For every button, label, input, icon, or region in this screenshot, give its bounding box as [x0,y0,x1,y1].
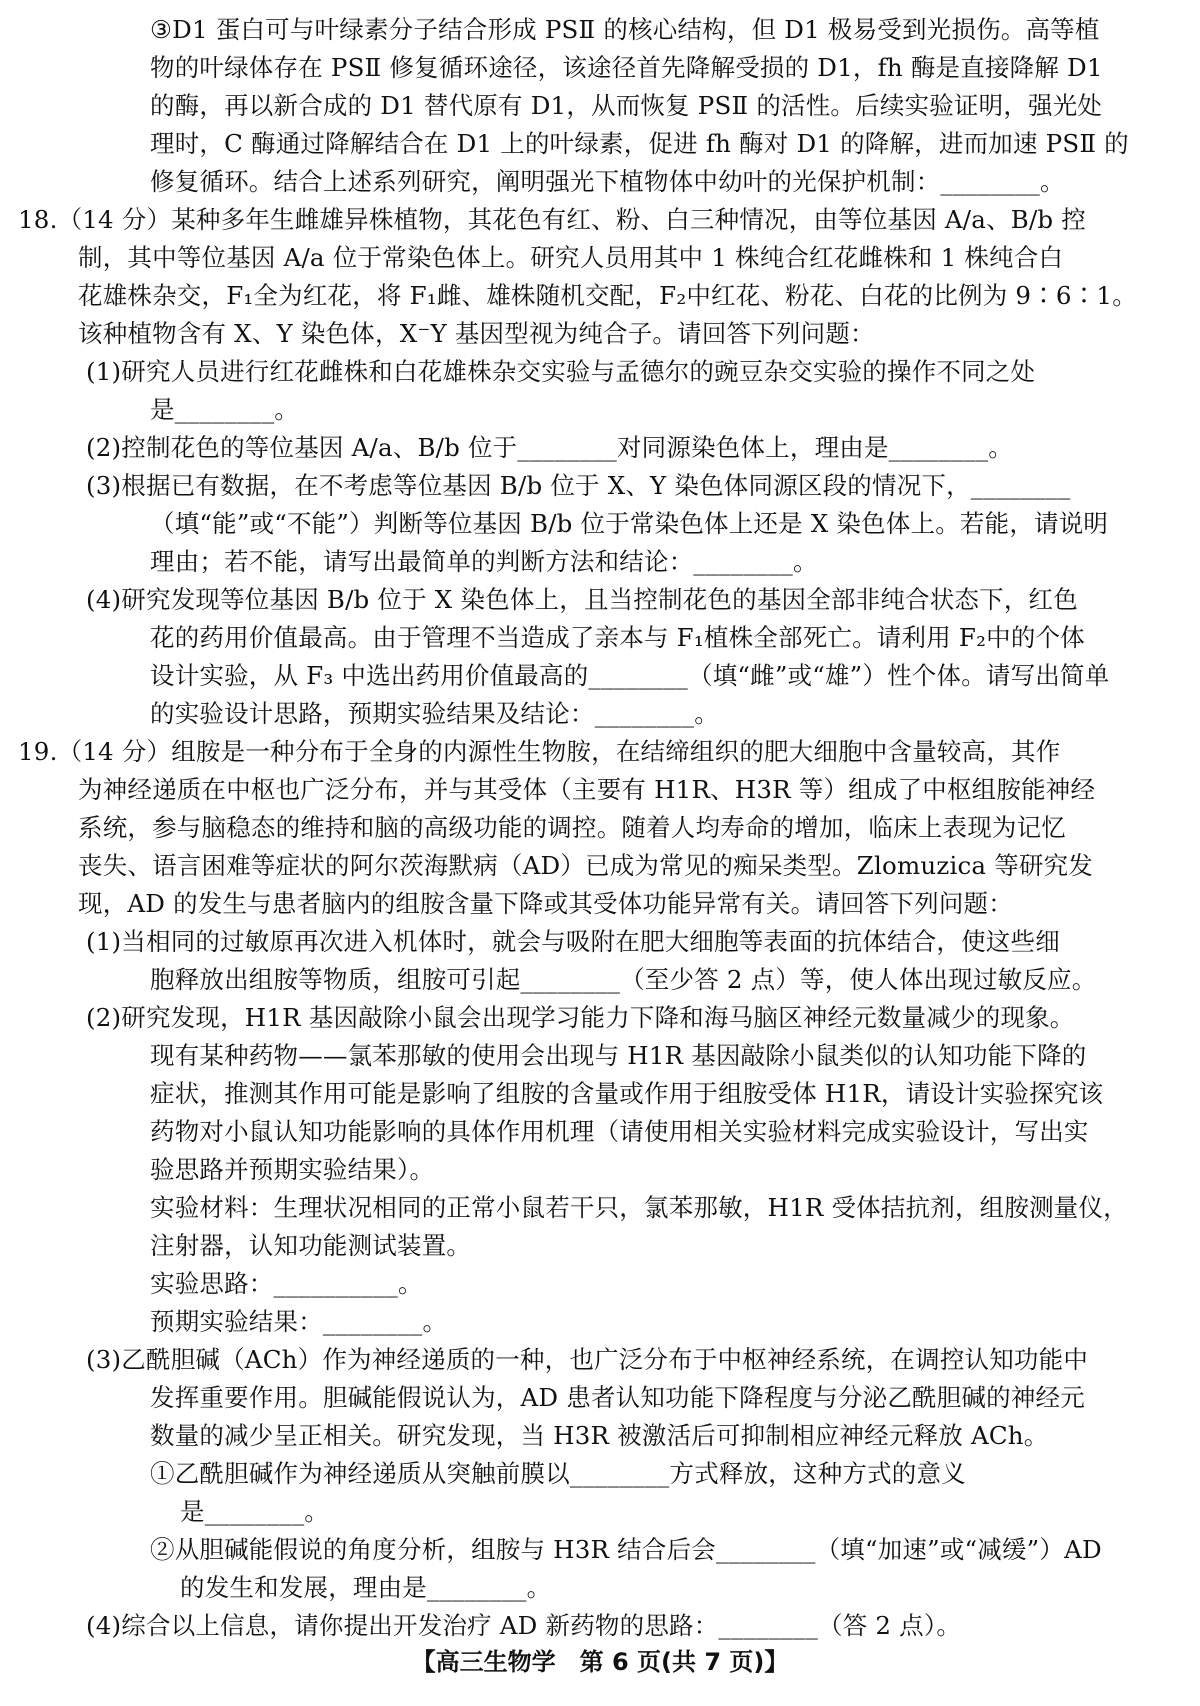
q18-stem-line-2: 制，其中等位基因 A/a 位于常染色体上。研究人员用其中 1 株纯合红花雌株和 1 株纯合白 [78,243,1064,272]
q19-3-sub1-line-1: ①乙酰胆碱作为神经递质从突触前膜以________方式释放，这种方式的意义 [150,1459,966,1488]
q19-2-materials-line-1: 实验材料：生理状况相同的正常小鼠若干只，氯苯那敏，H1R 受体拮抗剂，组胺测量仪， [150,1193,1128,1222]
q18-4-line-4: 的实验设计思路，预期实验结果及结论：________。 [150,699,719,728]
q18-4-line-1: (4)研究发现等位基因 B/b 位于 X 染色体上，且当控制花色的基因全部非纯合状态下，红色 [86,585,1078,614]
q18-3-line-1: (3)根据已有数据，在不考虑等位基因 B/b 位于 X、Y 染色体同源区段的情况下，________ [86,471,1071,500]
q18-3-line-3: 理由；若不能，请写出最简单的判断方法和结论：________。 [150,547,818,576]
q18-4-line-2: 花的药用价值最高。由于管理不当造成了亲本与 F₁植株全部死亡。请利用 F₂中的个体 [150,623,1085,652]
q19-2-result-line: 预期实验结果：________。 [150,1307,448,1336]
q17-3-line-5: 修复循环。结合上述系列研究，阐明强光下植物体中幼叶的光保护机制：________。 [150,167,1065,196]
q19-3-sub1-line-2: 是________。 [180,1497,329,1526]
q19-3-sub2-line-1: ②从胆碱能假说的角度分析，组胺与 H3R 结合后会________（填“加速”或“减缓”）AD [150,1535,1102,1564]
page-footer: 【高三生物学 第 6 页(共 7 页)】 [411,1648,789,1676]
q18-4-line-3: 设计实验，从 F₃ 中选出药用价值最高的________（填“雌”或“雄”）性个体。请写出简单 [150,661,1110,690]
q17-3-line-2: 物的叶绿体存在 PSⅡ 修复循环途径，该途径首先降解受损的 D1，fh 酶是直接降解 D1 [150,53,1103,82]
q17-3-line-3: 的酶，再以新合成的 D1 替代原有 D1，从而恢复 PSⅡ 的活性。后续实验证明，强光处 [150,91,1103,120]
q19-2-idea-line: 实验思路：__________。 [150,1269,423,1298]
q19-stem-line-5: 现，AD 的发生与患者脑内的组胺含量下降或其受体功能异常有关。请回答下列问题： [78,889,1013,918]
q19-2-materials-line-2: 注射器，认知功能测试装置。 [150,1231,472,1260]
q19-2-line-3: 症状，推测其作用可能是影响了组胺的含量或作用于组胺受体 H1R，请设计实验探究该 [150,1079,1104,1108]
q18-stem-line-1: 18.（14 分）某种多年生雌雄异株植物，其花色有红、粉、白三种情况，由等位基因 A/a、B/b 控 [18,205,1086,234]
q19-stem-line-3: 系统，参与脑稳态的维持和脑的高级功能的调控。随着人均寿命的增加，临床上表现为记忆 [78,813,1066,842]
q18-3-line-2: （填“能”或“不能”）判断等位基因 B/b 位于常染色体上还是 X 染色体上。若能，请说明 [150,509,1109,538]
q17-3-line-4: 理时，C 酶通过降解结合在 D1 上的叶绿素，促进 fh 酶对 D1 的降解，进而加速 PSⅡ 的 [150,129,1129,158]
q19-3-line-3: 数量的减少呈正相关。研究发现，当 H3R 被激活后可抑制相应神经元释放 ACh。 [150,1421,1049,1450]
q19-2-line-1: (2)研究发现，H1R 基因敲除小鼠会出现学习能力下降和海马脑区神经元数量减少的现象。 [86,1003,1075,1032]
q18-1-line-2: 是________。 [150,395,299,424]
q18-2-line-1: (2)控制花色的等位基因 A/a、B/b 位于________对同源染色体上，理由是________。 [86,433,1013,462]
q19-2-line-2: 现有某种药物——氯苯那敏的使用会出现与 H1R 基因敲除小鼠类似的认知功能下降的 [150,1041,1087,1070]
q19-2-line-4: 药物对小鼠认知功能影响的具体作用机理（请使用相关实验材料完成实验设计，写出实 [150,1117,1089,1146]
q19-stem-line-4: 丧失、语言困难等症状的阿尔茨海默病（AD）已成为常见的痴呆类型。Zlomuzica 等研究发 [78,851,1094,880]
q19-1-line-1: (1)当相同的过敏原再次进入机体时，就会与吸附在肥大细胞等表面的抗体结合，使这些细 [86,927,1060,956]
q18-1-line-1: (1)研究人员进行红花雌株和白花雄株杂交实验与孟德尔的豌豆杂交实验的操作不同之处 [86,357,1036,386]
q19-1-line-2: 胞释放出组胺等物质，组胺可引起________（至少答 2 点）等，使人体出现过敏反应。 [150,965,1097,994]
q19-3-line-2: 发挥重要作用。胆碱能假说认为，AD 患者认知功能下降程度与分泌乙酰胆碱的神经元 [150,1383,1085,1412]
q19-stem-line-1: 19.（14 分）组胺是一种分布于全身的内源性生物胺，在结缔组织的肥大细胞中含量较高，其作 [18,737,1061,766]
q19-4-line-1: (4)综合以上信息，请你提出开发治疗 AD 新药物的思路：________（答 2 点）。 [86,1611,962,1640]
q17-3-line-1: ③D1 蛋白可与叶绿素分子结合形成 PSⅡ 的核心结构，但 D1 极易受到光损伤。高等植 [150,15,1100,44]
q19-stem-line-2: 为神经递质在中枢也广泛分布，并与其受体（主要有 H1R、H3R 等）组成了中枢组胺能神经 [78,775,1096,804]
q19-3-line-1: (3)乙酰胆碱（ACh）作为神经递质的一种，也广泛分布于中枢神经系统，在调控认知功能中 [86,1345,1089,1374]
q18-stem-line-4: 该种植物含有 X、Y 染色体，X⁻Y 基因型视为纯合子。请回答下列问题： [78,319,875,348]
q18-stem-line-3: 花雄株杂交，F₁全为红花，将 F₁雌、雄株随机交配，F₂中红花、粉花、白花的比例为 9∶6∶1。 [78,281,1137,310]
q19-3-sub2-line-2: 的发生和发展，理由是________。 [180,1573,552,1602]
q19-2-line-5: 验思路并预期实验结果）。 [150,1155,435,1184]
